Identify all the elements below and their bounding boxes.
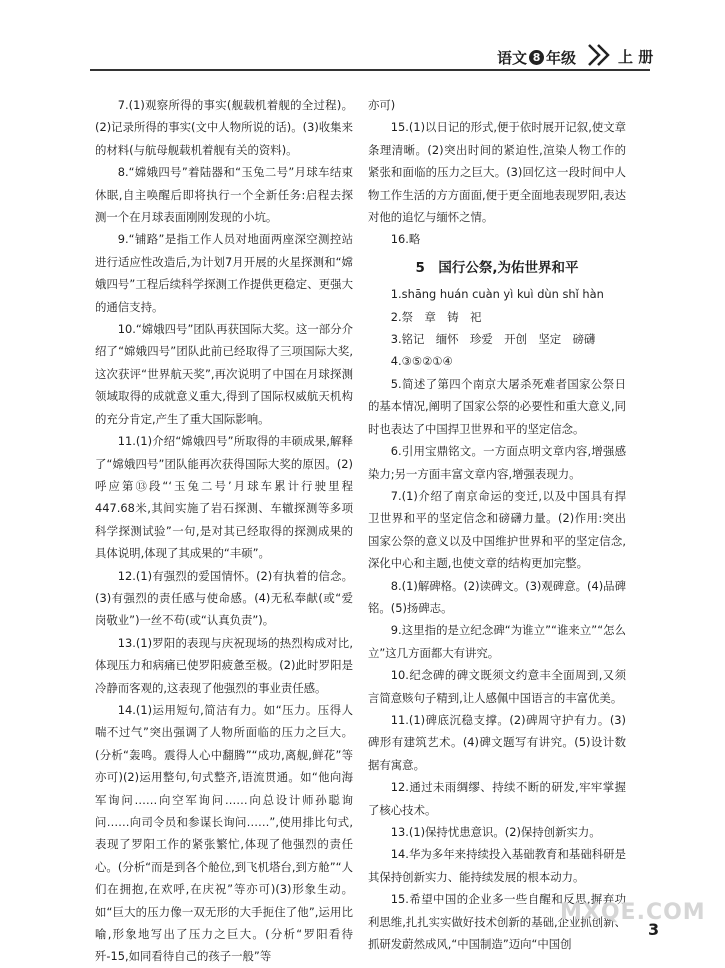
answer-paragraph: 4.③⑤②①④ (390, 354, 453, 369)
grade-text: 年级 (546, 49, 577, 67)
answer-paragraph: 13.(1)罗阳的表现与庆祝现场的热烈构成对比,体现压力和病痛已使罗阳疲惫至极。(2)此时罗阳是冷静而客观的,这表现了他强烈的事业责任感。 (95, 635, 353, 695)
answer-paragraph: 8.“嫦娥四号”着陆器和“玉兔二号”月球车结束休眠,自主唤醒后即将执行一个全新任务:启程去探测一个在月球表面刚刚发现的小坑。 (95, 165, 353, 225)
answer-paragraph: 10.“嫦娥四号”团队再获国际大奖。这一部分介绍了“嫦娥四号”团队此前已经取得了三项国际大奖,这次获评“世界航天奖”,再次说明了中国在月球探测领域取得的成就意义重大,得到了国际权威航天机构的充分肯定,产生了重大国际影响。 (95, 322, 353, 426)
answer-paragraph: 14.华为多年来持续投入基础教育和基础科研是其保持创新实力、能持续发展的根本动力。 (368, 847, 626, 884)
watermark-logo: MXQE.COM (560, 900, 706, 925)
answer-paragraph: 6.引用宝鼎铭文。一方面点明文章内容,增强感染力;另一方面丰富文章内容,增强表现力。 (368, 444, 626, 481)
grade-number-badge: 8 (529, 50, 544, 65)
answer-paragraph: 8.(1)解碑格。(2)读碑文。(3)观碑意。(4)品碑铭。(5)扬碑志。 (368, 578, 626, 615)
left-answer-column (95, 94, 353, 968)
answer-paragraph: 15.(1)以日记的形式,便于依时展开记叙,使文章条理清晰。(2)突出时间的紧迫性,渲染人物工作的紧张和面临的压力之巨大。(3)回忆这一段时间中人物工作生活的方方面面,便于更全面地表现罗阳,表达对他的追忆与缅怀之情。 (368, 120, 626, 225)
answer-paragraph: 15.希望中国的企业多一些自醒和反思,摒弃功利思维,扎扎实实做好技术创新的基础,企业抓创新、抓研发蔚然成风,“中国制造”迈向“中国创 (368, 892, 626, 952)
answer-paragraph: 11.(1)碑底沉稳支撑。(2)碑周守护有力。(3)碑形有建筑艺术。(4)碑文题写有讲究。(5)设计数据有寓意。 (368, 712, 626, 772)
subject-grade-label (497, 47, 576, 68)
answer-paragraph: 1.shāng huán cuàn yì kuì dùn shǐ hàn (390, 287, 604, 302)
answer-paragraph: 5.简述了第四个南京大屠杀死难者国家公祭日的基本情况,阐明了国家公祭的必要性和重大意义,同时也表达了中国捍卫世界和平的坚定信念。 (368, 376, 626, 436)
answer-paragraph: 16.略 (390, 232, 421, 247)
answer-paragraph: 7.(1)观察所得的事实(舰载机着舰的全过程)。(2)记录所得的事实(文中人物所说的话)。(3)收集来的材料(与航母舰载机着舰有关的资料)。 (95, 98, 353, 157)
answer-paragraph: 11.(1)介绍“嫦娥四号”所取得的丰硕成果,解释了“嫦娥四号”团队能再次获得国际大奖的原因。(2)呼应第⑬段“‘玉兔二号’月球车累计行驶里程447.68米,其间实施了岩石探测、车辙探测等多项科学探测试验”一句,是对其已经取得的探测成果的具体说明,体现了其成果的“丰硕”。 (95, 434, 353, 561)
answer-paragraph: 2.祭 章 铸 祀 (390, 309, 482, 324)
answer-paragraph: 9.“铺路”是指工作人员对地面两座深空测控站进行适应性改造后,为计划7月开展的火星探测和“嫦娥四号”工程后续科学探测工作提供更稳定、更强大的通信支持。 (95, 232, 353, 314)
answer-paragraph: 12.通过未雨绸缪、持续不断的研发,牢牢掌握了核心技术。 (368, 780, 626, 817)
header-divider (90, 69, 650, 71)
subject-text: 语文 (497, 49, 528, 67)
answer-paragraph: 10.纪念碑的碑文既须文约意丰全面周到,又须言简意赅句子精到,让人感佩中国语言的丰富优美。 (368, 668, 626, 705)
right-answer-column (368, 94, 626, 955)
answer-paragraph: 9.这里指的是立纪念碑“为谁立”“谁来立”“怎么立”这几方面都大有讲究。 (368, 623, 626, 660)
chevron-right-icon (585, 42, 615, 68)
continuation-text: 亦可) (368, 98, 396, 112)
answer-paragraph: 7.(1)介绍了南京命运的变迁,以及中国具有捍卫世界和平的坚定信念和磅礴力量。(2)作用:突出国家公祭的意义以及中国维护世界和平的坚定信念,深化中心和主题,也使文章的结构更加完整。 (368, 488, 626, 571)
answer-paragraph: 12.(1)有强烈的爱国情怀。(2)有执着的信念。(3)有强烈的责任感与使命感。(4)无私奉献(或“爱岗敬业”)一丝不苟(或“认真负责”)。 (95, 568, 353, 628)
page-number: 3 (648, 920, 660, 939)
lesson-title: 5 国行公祭,为佑世界和平 (415, 259, 579, 276)
volume-label: 上 册 (618, 48, 654, 66)
page-header (0, 0, 725, 80)
answer-paragraph: 14.(1)运用短句,简洁有力。如“压力。压得人喘不过气”突出强调了人物所面临的压力之巨大。(分析“轰鸣。震得人心中翻腾”“成功,离舰,鲜花”等亦可)(2)运用整句,句式整齐,语流贯通。如“他向海军询问……向空军询问……向总设计师孙聪询问……向司令员和参谋长询问……”,使用排比句式,表现了罗阳工作的紧张繁忙,体现了他强烈的责任心。(分析“而是到各个舱位,到飞机塔台,到方舱”“人们在拥抱,在欢呼,在庆祝”等亦可)(3)形象生动。如“巨大的压力像一双无形的大手扼住了他”,运用比喻,形象地写出了压力之巨大。(分析“罗阳看待歼-15,如同看待自己的孩子一般”等 (95, 702, 353, 964)
answer-paragraph: 3.铭记 缅怀 珍爱 开创 坚定 磅礴 (390, 332, 596, 347)
answer-paragraph: 13.(1)保持忧患意识。(2)保持创新实力。 (390, 825, 601, 839)
